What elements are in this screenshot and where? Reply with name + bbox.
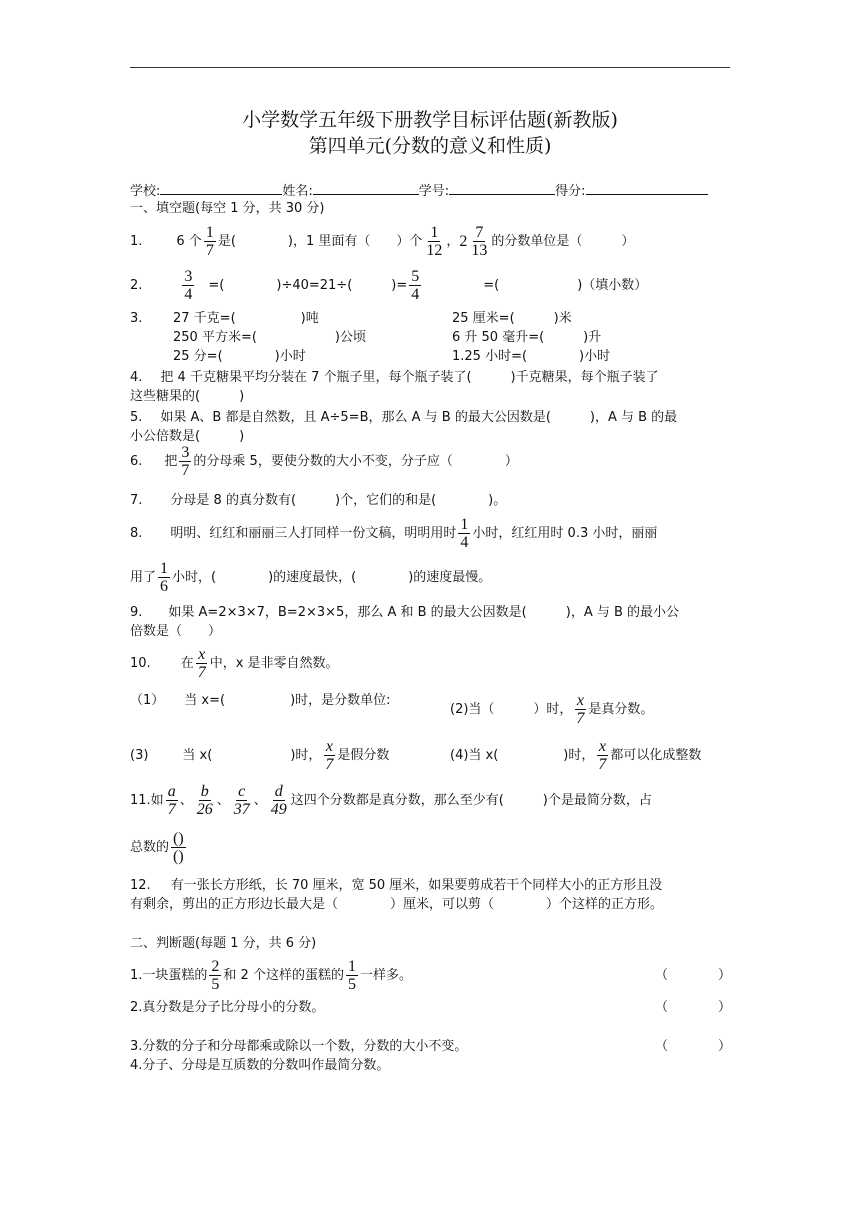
score-label: 得分: <box>555 184 586 199</box>
question-10-part-4: (4)当 x( )时， $\frac{x}{7}$ 都可以化成整数 <box>450 738 702 773</box>
question-10-part-3: (3) 当 x( )时， $\frac{x}{7}$ 是假分数 <box>130 738 390 773</box>
fraction: $\frac{x}{7}$ <box>598 738 607 773</box>
question-1: 1. 6 个 $\frac{1}{7}$ 是( )，1 里面有（ ）个 $\frac{1}{12}$ ， 2 $\frac{7}{13}$ 的分数单位是（ ） <box>130 224 635 259</box>
fraction: $\frac{c}{37}$ <box>233 783 250 818</box>
question-11-cont: 总数的 $\frac{()}{()}$ <box>130 830 184 865</box>
q3-row3-left: 25 分=( )小时 <box>173 349 306 364</box>
fraction: $\frac{3}{4}$ <box>184 268 193 303</box>
fraction: $\frac{1}{7}$ <box>205 224 214 259</box>
q3-row1-right: 25 厘米=( )米 <box>452 311 572 326</box>
fraction: $\frac{1}{5}$ <box>347 958 356 993</box>
fraction: $\frac{x}{7}$ <box>325 738 334 773</box>
question-9-cont: 倍数是（ ） <box>130 624 222 639</box>
fraction: $\frac{b}{26}$ <box>196 783 213 818</box>
question-4-cont: 这些糖果的( ) <box>130 389 245 404</box>
top-rule <box>130 67 730 68</box>
fraction: $\frac{a}{7}$ <box>167 783 176 818</box>
question-6: 6. 把 $\frac{3}{7}$ 的分母乘 5，要使分数的大小不变，分子应（ ） <box>130 444 518 479</box>
fraction: $\frac{5}{4}$ <box>411 268 420 303</box>
score-field[interactable] <box>586 180 708 195</box>
fraction: $\frac{2}{5}$ <box>211 958 220 993</box>
name-field[interactable] <box>313 180 419 195</box>
question-10: 10. 在 $\frac{x}{7}$ 中，x 是非零自然数。 <box>130 646 339 681</box>
judgment-3: 3.分数的分子和分母都乘或除以一个数，分数的大小不变。 <box>130 1039 468 1054</box>
mixed-number: 2 $\frac{7}{13}$ <box>459 224 488 259</box>
question-5: 5. 如果 A、B 都是自然数，且 A÷5=B，那么 A 与 B 的最大公因数是( )，A 与 B 的最 <box>130 410 678 425</box>
judgment-2-answer[interactable]: （ ） <box>655 1000 731 1015</box>
q3-row3-right: 1.25 小时=( )小时 <box>452 349 611 364</box>
number-field[interactable] <box>449 180 555 195</box>
name-label: 姓名: <box>282 184 313 199</box>
question-5-cont: 小公倍数是( ) <box>130 429 245 444</box>
judgment-1: 1.一块蛋糕的 $\frac{2}{5}$ 和 2 个这样的蛋糕的 $\frac{1}{5}$ 一样多。 <box>130 958 412 993</box>
question-12: 12. 有一张长方形纸，长 70 厘米，宽 50 厘米，如果要剪成若干个同样大小的正方形且没 <box>130 878 663 893</box>
section-1-heading: 一、填空题(每空 1 分，共 30 分) <box>130 201 325 216</box>
fraction: $\frac{d}{49}$ <box>270 783 287 818</box>
school-field[interactable] <box>160 180 282 195</box>
student-info-row <box>130 180 708 201</box>
q3-row2-right: 6 升 50 毫升=( )升 <box>452 330 602 345</box>
question-11: 11.如 $\frac{a}{7}$ 、 $\frac{b}{26}$ 、 $\frac{c}{37}$ 、 $\frac{d}{49}$ 这四个分数都是真分数，那么至少有( )个是最简分数，占 <box>130 783 652 818</box>
question-4: 4. 把 4 千克糖果平均分装在 7 个瓶子里，每个瓶子装了( )千克糖果，每个瓶子装了 <box>130 370 659 385</box>
section-2-heading: 二、判断题(每题 1 分，共 6 分) <box>130 936 317 951</box>
question-7: 7. 分母是 8 的真分数有( )个，它们的和是( )。 <box>130 493 507 508</box>
fraction: $\frac{1}{4}$ <box>460 516 469 551</box>
page-title: 小学数学五年级下册教学目标评估题(新教版) <box>242 109 618 131</box>
judgment-2: 2.真分数是分子比分母小的分数。 <box>130 1000 325 1015</box>
question-8-cont: 用了 $\frac{1}{6}$ 小时，( )的速度最快，( )的速度最慢。 <box>130 560 492 595</box>
fraction: $\frac{1}{6}$ <box>160 560 169 595</box>
fraction: $\frac{x}{7}$ <box>197 646 206 681</box>
question-10-part-2: (2)当（ ）时， $\frac{x}{7}$ 是真分数。 <box>450 692 654 727</box>
page-subtitle: 第四单元(分数的意义和性质) <box>308 135 552 157</box>
blank-fraction[interactable]: $\frac{()}{()}$ <box>173 830 184 865</box>
number-label: 学号: <box>418 184 450 199</box>
judgment-3-answer[interactable]: （ ） <box>655 1039 731 1054</box>
fraction: $\frac{1}{12}$ <box>426 224 443 259</box>
school-label: 学校: <box>130 184 161 199</box>
question-12-cont: 有剩余，剪出的正方形边长最大是（ ）厘米，可以剪（ ）个这样的正方形。 <box>130 897 664 912</box>
judgment-1-answer[interactable]: （ ） <box>655 968 731 983</box>
question-9: 9. 如果 A=2×3×7，B=2×3×5，那么 A 和 B 的最大公因数是( )，A 与 B 的最小公 <box>130 605 680 620</box>
question-2: 2. $\frac{3}{4}$ =( )÷40=21÷( )= $\frac{5}{4}$ =( )（填小数） <box>130 268 648 303</box>
fraction: $\frac{3}{7}$ <box>181 444 190 479</box>
q3-row1-left: 27 千克=( )吨 <box>173 311 319 326</box>
fraction: $\frac{x}{7}$ <box>576 692 585 727</box>
judgment-4: 4.分子、分母是互质数的分数叫作最简分数。 <box>130 1058 390 1073</box>
q3-row2-left: 250 平方米=( )公顷 <box>173 330 366 345</box>
question-10-part-1: （1） 当 x=( )时，是分数单位: <box>130 693 391 708</box>
question-3-number: 3. <box>130 311 143 326</box>
question-8: 8. 明明、红红和丽丽三人打同样一份文稿，明明用时 $\frac{1}{4}$ 小时，红红用时 0.3 小时，丽丽 <box>130 516 658 551</box>
